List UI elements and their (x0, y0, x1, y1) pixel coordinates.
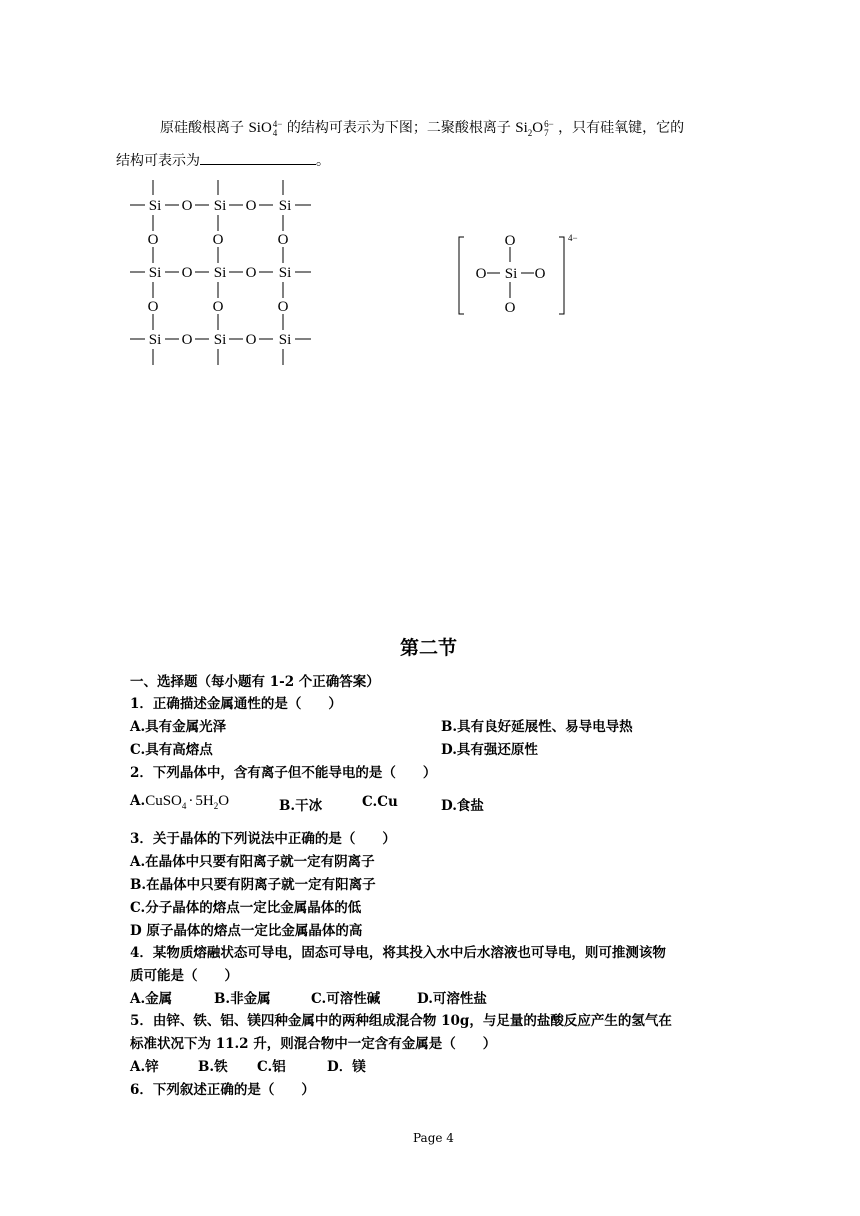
lattice-o: O (212, 299, 224, 315)
lattice-si: Si (148, 332, 162, 348)
lattice-o: O (277, 232, 289, 248)
q5-option-d[interactable]: D．镁 (327, 1059, 366, 1075)
q1-option-c[interactable]: C.具有高熔点 (130, 742, 213, 758)
q4-option-d[interactable]: D.可溶性盐 (417, 991, 487, 1007)
q1-option-b[interactable]: B.具有良好延展性、易导电导热 (441, 719, 633, 735)
orthosilicate-ion-diagram (452, 228, 592, 320)
ion-si: Si (504, 266, 518, 282)
q3-option-d[interactable]: D 原子晶体的熔点一定比金属晶体的高 (130, 923, 363, 939)
lattice-si: Si (278, 265, 292, 281)
q2-option-a-formula: CuSO$_4$ · $5H_2O$ (145, 793, 230, 811)
intro-text-2: 的结构可表示为下图；二聚酸根离子 (286, 120, 511, 136)
ion-o-top: O (504, 233, 516, 249)
lattice-o: O (147, 299, 159, 315)
lattice-o: O (181, 332, 193, 348)
lattice-si: Si (148, 265, 162, 281)
q4-option-c[interactable]: C.可溶性碱 (311, 991, 381, 1007)
q3-option-a[interactable]: A.在晶体中只要有阳离子就一定有阴离子 (130, 854, 375, 870)
q5-option-c[interactable]: C.铝 (257, 1059, 286, 1075)
q2-option-b[interactable]: B.干冰 (279, 798, 323, 814)
lattice-si: Si (213, 265, 227, 281)
q1-stem: 1．正确描述金属通性的是（ ） (130, 696, 342, 712)
lattice-si: Si (278, 332, 292, 348)
page-number: Page 4 (413, 1131, 454, 1145)
lattice-o: O (181, 198, 193, 214)
q3-option-c[interactable]: C.分子晶体的熔点一定比金属晶体的低 (130, 900, 362, 916)
q2-option-a[interactable] (130, 793, 229, 810)
q4-option-a[interactable]: A.金属 (130, 991, 173, 1007)
q5-option-b[interactable]: B.铁 (198, 1059, 228, 1075)
lattice-o: O (147, 232, 159, 248)
lattice-o: O (245, 332, 257, 348)
silicate-lattice-diagram (125, 175, 325, 370)
section-subtitle: 一、选择题（每小题有 1-2 个正确答案） (130, 674, 380, 690)
intro-text-4: 结构可表示为 (116, 153, 200, 169)
q3-stem: 3．关于晶体的下列说法中正确的是（ ） (130, 831, 396, 847)
q2-stem: 2．下列晶体中，含有离子但不能导电的是（ ） (130, 765, 437, 781)
q1-option-d[interactable]: D.具有强还原性 (441, 742, 538, 758)
ion-o-right: O (534, 266, 546, 282)
intro-line-2 (116, 150, 330, 170)
disilicate-formula: $Si_2O$ 6− 7 (515, 118, 554, 138)
intro-text-1: 原硅酸根离子 (160, 120, 244, 136)
lattice-si: Si (213, 332, 227, 348)
q5-stem-line-1: 5．由锌、铁、铝、镁四种金属中的两种组成混合物 10g，与足量的盐酸反应产生的氢气在 (130, 1013, 672, 1029)
intro-line-1 (160, 117, 684, 138)
q4-option-b[interactable]: B.非金属 (214, 991, 271, 1007)
q4-stem-line-2: 质可能是（ ） (130, 968, 238, 984)
answer-blank[interactable] (200, 152, 316, 165)
ion-atoms (476, 233, 546, 316)
q2-option-d[interactable]: D.食盐 (441, 798, 484, 814)
lattice-o: O (181, 265, 193, 281)
lattice-o: O (245, 265, 257, 281)
section-title: 第二节 (400, 637, 458, 659)
q5-stem-line-2: 标准状况下为 11.2 升，则混合物中一定含有金属是（ ） (130, 1036, 497, 1052)
q4-stem-line-1: 4．某物质熔融状态可导电，固态可导电，将其投入水中后水溶液也可导电，则可推测该物 (130, 945, 666, 961)
q5-option-a[interactable]: A.锌 (130, 1059, 159, 1075)
q1-option-a[interactable]: A.具有金属光泽 (130, 719, 227, 735)
lattice-si: Si (213, 198, 227, 214)
lattice-o: O (245, 198, 257, 214)
intro-period: 。 (316, 153, 330, 169)
lattice-si: Si (148, 198, 162, 214)
lattice-o: O (277, 299, 289, 315)
orthosilicate-formula: SiO 4− 4 (248, 118, 283, 138)
ion-charge: 4− (568, 233, 578, 243)
q2-option-c[interactable]: C.Cu (362, 794, 398, 810)
intro-text-3: ，只有硅氧键，它的 (558, 120, 685, 136)
q3-option-b[interactable]: B.在晶体中只要有阴离子就一定有阳离子 (130, 877, 376, 893)
ion-o-bottom: O (504, 300, 516, 316)
ion-o-left: O (475, 266, 487, 282)
lattice-atoms (148, 198, 292, 348)
lattice-o: O (212, 232, 224, 248)
q6-stem: 6．下列叙述正确的是（ ） (130, 1082, 315, 1098)
lattice-si: Si (278, 198, 292, 214)
q2-option-a-label: A. (130, 793, 146, 809)
